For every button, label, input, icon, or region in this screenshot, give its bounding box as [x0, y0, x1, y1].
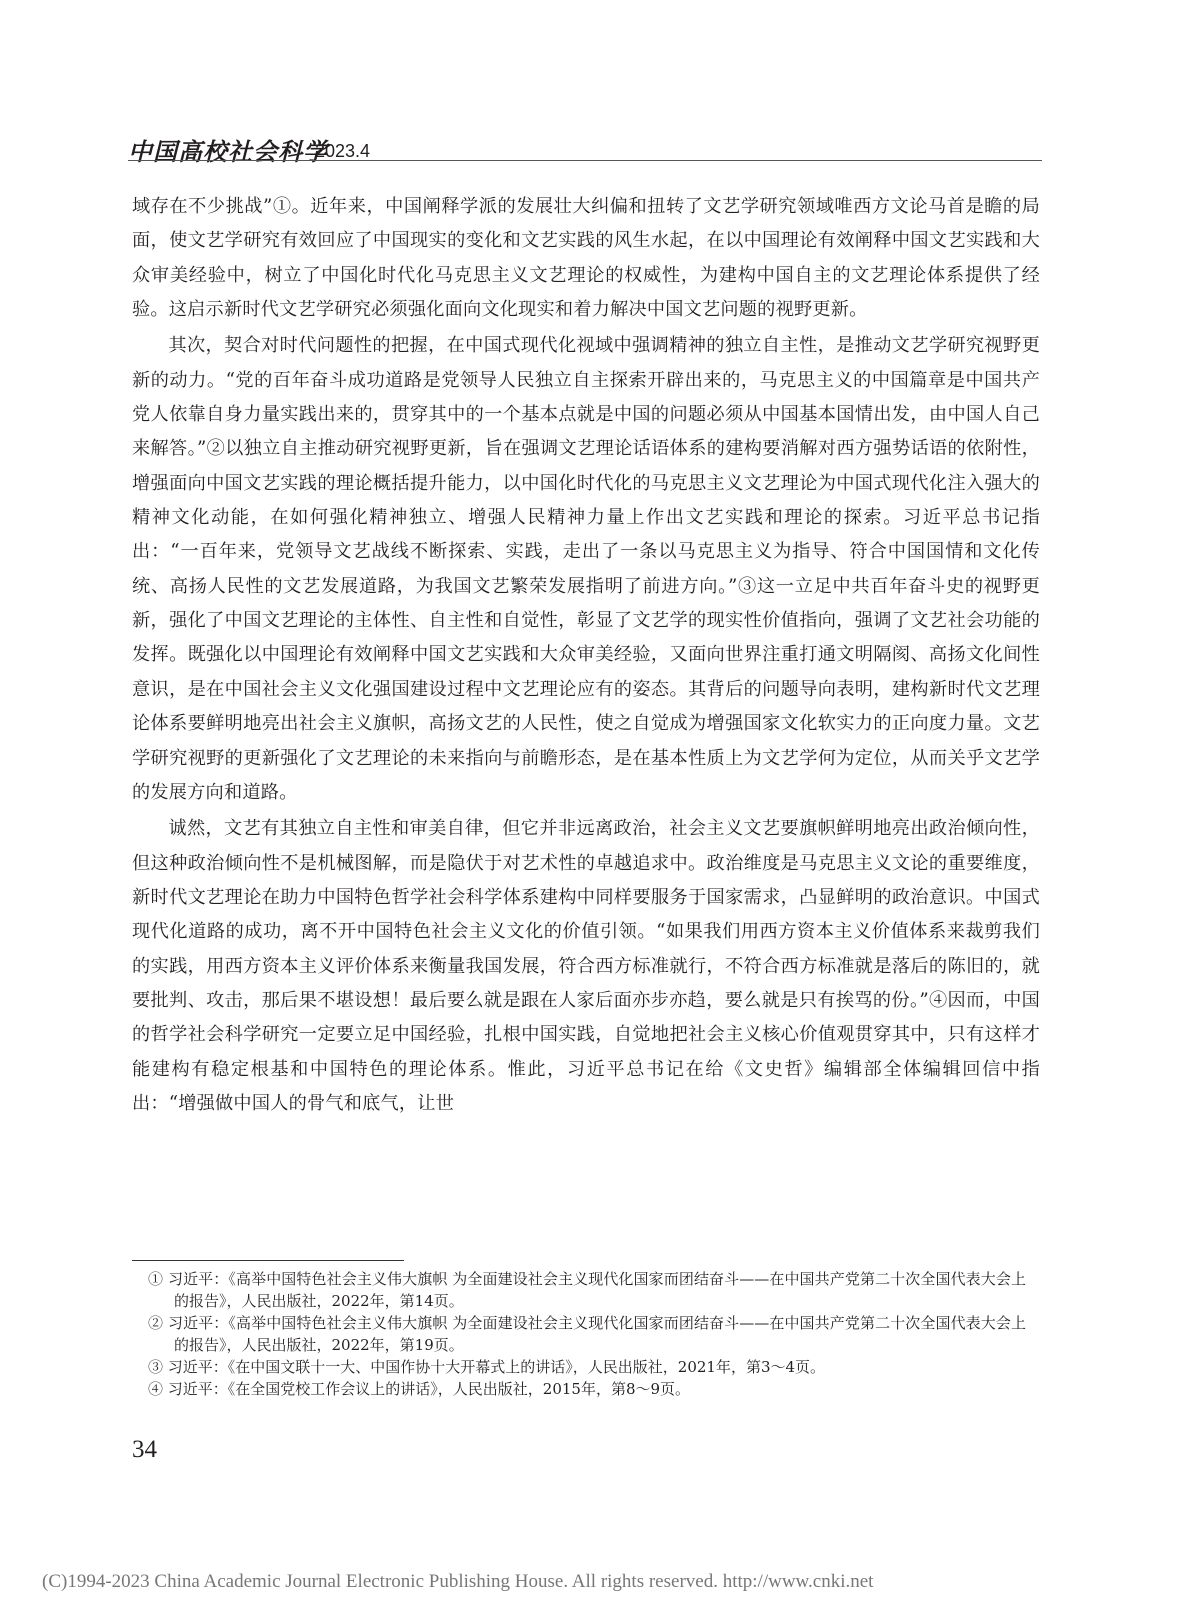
header-rule — [128, 160, 1042, 161]
footnote-2: ② 习近平：《高举中国特色社会主义伟大旗帜 为全面建设社会主义现代化国家而团结奋斗——在中国共产党第二十次全国代表大会上的报告》，人民出版社，2022年，第19页。 — [148, 1314, 1026, 1354]
journal-title: 中国高校社会科学 — [128, 137, 328, 166]
footnotes — [148, 1268, 1026, 1400]
paragraph-3: 诚然，文艺有其独立自主性和审美自律，但它并非远离政治，社会主义文艺要旗帜鲜明地亮出政治倾向性，但这种政治倾向性不是机械图解，而是隐伏于对艺术性的卓越追求中。政治维度是马克思主义文论的重要维度，新时代文艺理论在助力中国特色哲学社会科学体系建构中同样要服务于国家需求，凸显鲜明的政治意识。中国式现代化道路的成功，离不开中国特色社会主义文化的价值引领。“如果我们用西方资本主义价值体系来裁剪我们的实践，用西方资本主义评价体系来衡量我国发展，符合西方标准就行，不符合西方标准就是落后的陈旧的，就要批判、攻击，那后果不堪设想！最后要么就是跟在人家后面亦步亦趋，要么就是只有挨骂的份。”④因而，中国的哲学社会科学研究一定要立足中国经验，扎根中国实践，自觉地把社会主义核心价值观贯穿其中，只有这样才能建构有稳定根基和中国特色的理论体系。惟此，习近平总书记在给《文史哲》编辑部全体编辑回信中指出：“增强做中国人的骨气和底气，让世 — [132, 818, 1040, 1114]
issue-number: 2023.4 — [315, 141, 371, 161]
footnote-4: ④ 习近平：《在全国党校工作会议上的讲话》，人民出版社，2015年，第8～9页。 — [148, 1380, 691, 1398]
copyright-notice: (C)1994-2023 China Academic Journal Electronic Publishing House. All rights reserved. http://www.cnki.net — [42, 1571, 874, 1592]
running-header — [128, 132, 1042, 166]
footnote-3: ③ 习近平：《在中国文联十一大、中国作协十大开幕式上的讲话》，人民出版社，2021年，第3～4页。 — [148, 1358, 826, 1376]
footnote-rule — [132, 1260, 404, 1261]
footnote-1: ① 习近平：《高举中国特色社会主义伟大旗帜 为全面建设社会主义现代化国家而团结奋斗——在中国共产党第二十次全国代表大会上的报告》，人民出版社，2022年，第14页。 — [148, 1270, 1026, 1310]
body-text — [132, 190, 1040, 1121]
paragraph-2: 其次，契合对时代问题性的把握，在中国式现代化视域中强调精神的独立自主性，是推动文艺学研究视野更新的动力。“党的百年奋斗成功道路是党领导人民独立自主探索开辟出来的，马克思主义的中国篇章是中国共产党人依靠自身力量实践出来的，贯穿其中的一个基本点就是中国的问题必须从中国基本国情出发，由中国人自己来解答。”②以独立自主推动研究视野更新，旨在强调文艺理论话语体系的建构要消解对西方强势话语的依附性，增强面向中国文艺实践的理论概括提升能力，以中国化时代化的马克思主义文艺理论为中国式现代化注入强大的精神文化动能，在如何强化精神独立、增强人民精神力量上作出文艺实践和理论的探索。习近平总书记指出：“一百年来，党领导文艺战线不断探索、实践，走出了一条以马克思主义为指导、符合中国国情和文化传统、高扬人民性的文艺发展道路，为我国文艺繁荣发展指明了前进方向。”③这一立足中共百年奋斗史的视野更新，强化了中国文艺理论的主体性、自主性和自觉性，彰显了文艺学的现实性价值指向，强调了文艺社会功能的发挥。既强化以中国理论有效阐释中国文艺实践和大众审美经验，又面向世界注重打通文明隔阂、高扬文化间性意识，是在中国社会主义文化强国建设过程中文艺理论应有的姿态。其背后的问题导向表明，建构新时代文艺理论体系要鲜明地亮出社会主义旗帜，高扬文艺的人民性，使之自觉成为增强国家文化软实力的正向度力量。文艺学研究视野的更新强化了文艺理论的未来指向与前瞻形态，是在基本性质上为文艺学何为定位，从而关乎文艺学的发展方向和道路。 — [132, 335, 1040, 803]
paragraph-1: 域存在不少挑战”①。近年来，中国阐释学派的发展壮大纠偏和扭转了文艺学研究领域唯西方文论马首是瞻的局面，使文艺学研究有效回应了中国现实的变化和文艺实践的风生水起，在以中国理论有效阐释中国文艺实践和大众审美经验中，树立了中国化时代化马克思主义文艺理论的权威性，为建构中国自主的文艺理论体系提供了经验。这启示新时代文艺学研究必须强化面向文化现实和着力解决中国文艺问题的视野更新。 — [132, 196, 1040, 321]
page-number: 34 — [132, 1436, 157, 1463]
